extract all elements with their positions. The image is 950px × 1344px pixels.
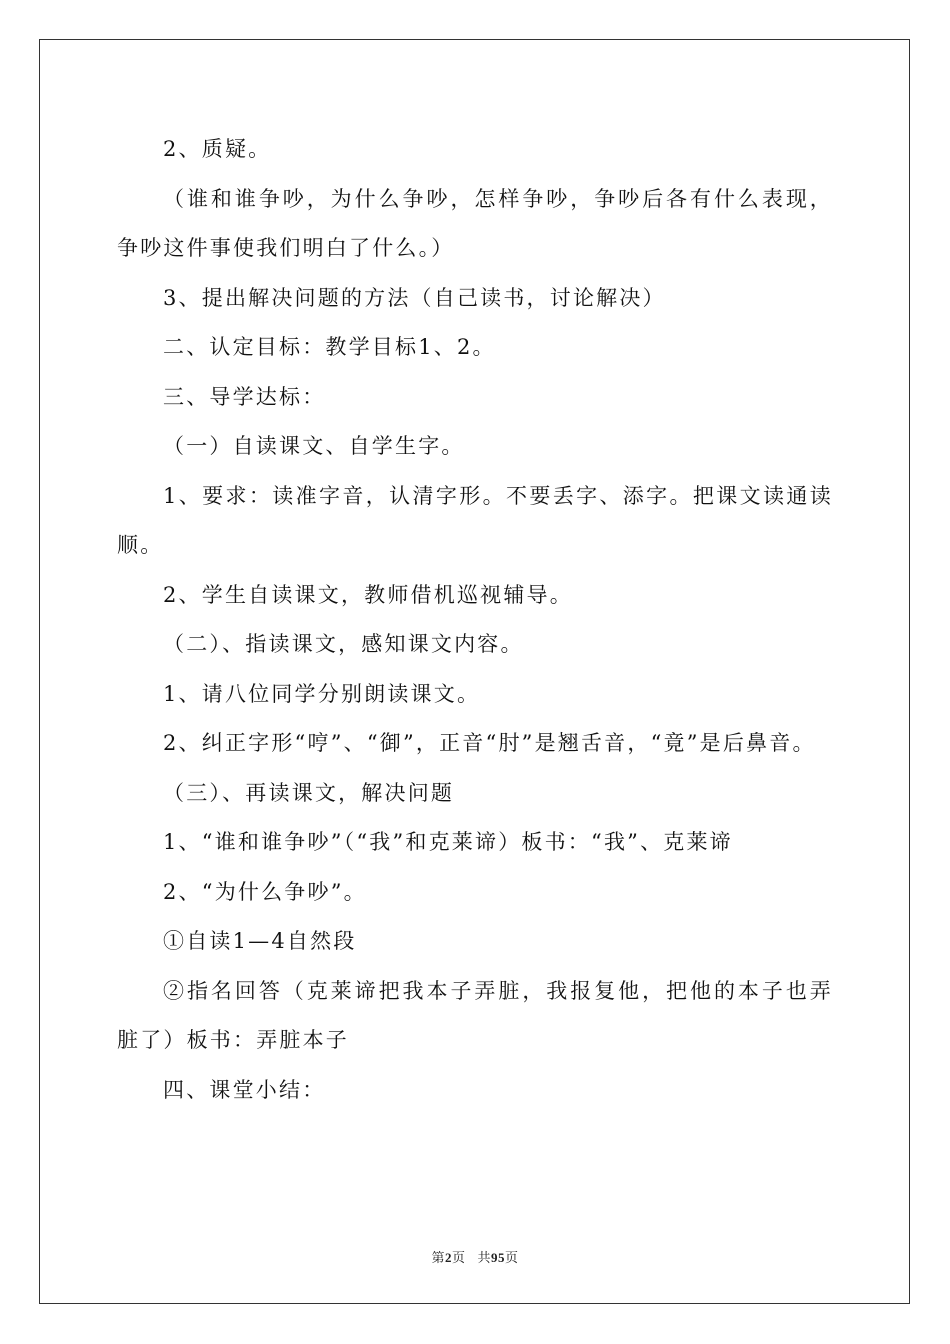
- paragraph: 2、纠正字形“哼”、“御”，正音“肘”是翘舌音，“竟”是后鼻音。: [163, 731, 816, 755]
- paragraph: 3、提出解决问题的方法（自己读书，讨论解决）: [163, 285, 666, 310]
- total-suffix: 页: [505, 1250, 519, 1265]
- sub-heading: （一）自读课文、自学生字。: [163, 434, 465, 458]
- paragraph: ②指名回答（克莱谛把我本子弄脏，我报复他，把他的本子也弄脏了）板书：弄脏本子: [117, 978, 833, 1052]
- paragraph: 2、“为什么争吵”。: [163, 879, 367, 904]
- paragraph: 1、要求：读准字音，认清字形。不要丢字、添字。把课文读通读顺。: [117, 483, 833, 557]
- paragraph: 1、“谁和谁争吵”（“我”和克莱谛）板书：“我”、克莱谛: [163, 830, 733, 854]
- page-footer: [0, 1247, 950, 1266]
- page-suffix: 页: [451, 1250, 466, 1265]
- page-total: 95: [491, 1250, 506, 1265]
- sub-heading: （三）、再读课文，解决问题: [163, 780, 455, 805]
- page-current: 2: [444, 1250, 452, 1265]
- section-heading: 二、认定目标：教学目标1、2。: [163, 335, 496, 359]
- total-prefix: 共: [477, 1250, 492, 1265]
- section-heading: 四、课堂小结：: [163, 1077, 326, 1102]
- paragraph: 2、学生自读课文，教师借机巡视辅导。: [163, 582, 573, 607]
- paragraph: ①自读1—4自然段: [163, 929, 357, 953]
- document-body: [117, 125, 833, 1115]
- paragraph: （谁和谁争吵，为什么争吵，怎样争吵，争吵后各有什么表现，争吵这件事使我们明白了什么。）: [117, 186, 833, 260]
- sub-heading: （二）、指读课文，感知课文内容。: [163, 632, 524, 656]
- paragraph: 1、请八位同学分别朗读课文。: [163, 681, 481, 706]
- page-prefix: 第: [431, 1250, 445, 1265]
- section-heading: 三、导学达标：: [163, 384, 326, 409]
- paragraph: 2、质疑。: [163, 137, 272, 161]
